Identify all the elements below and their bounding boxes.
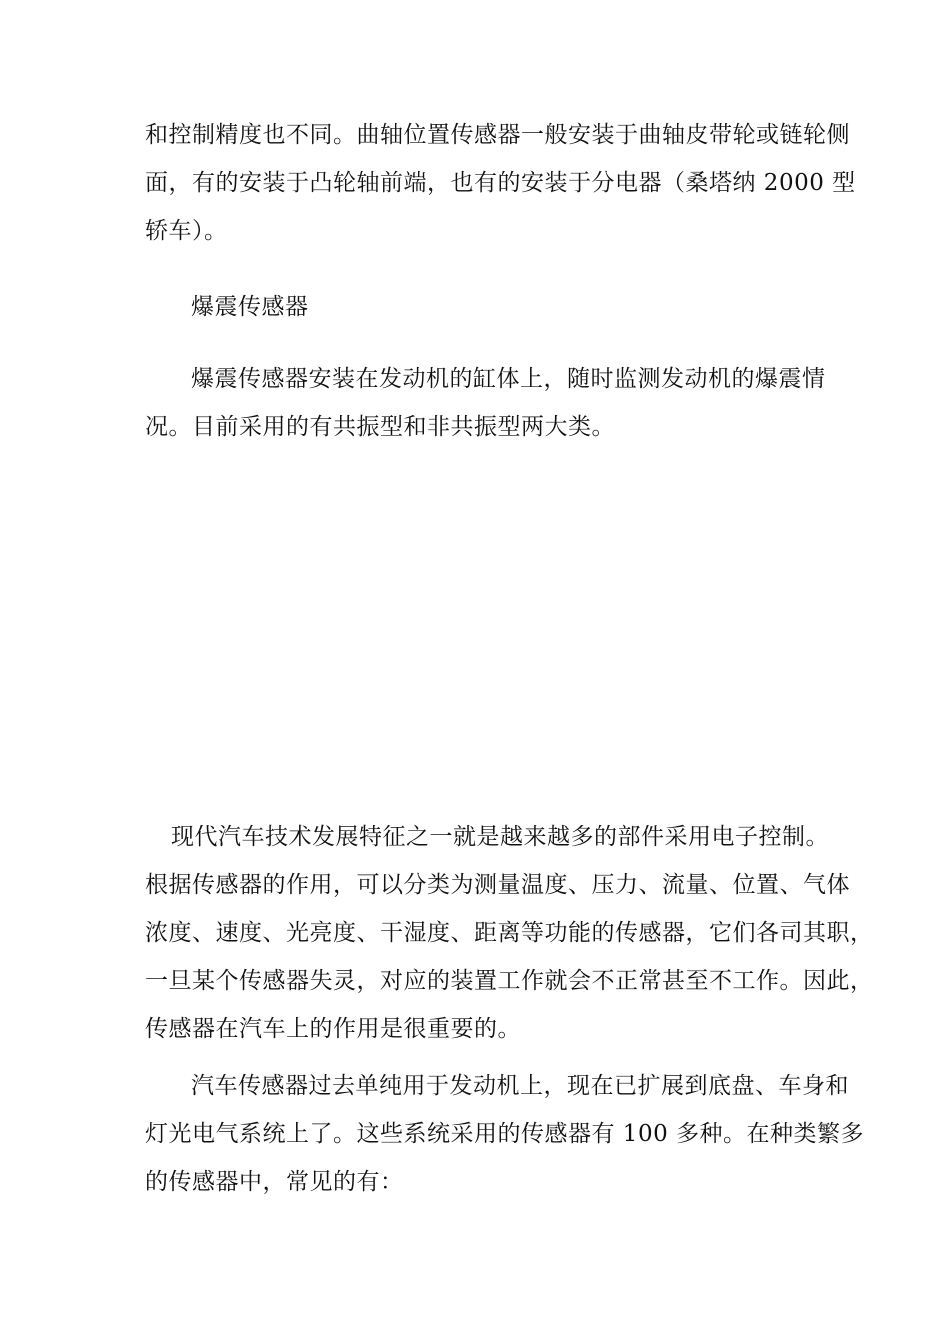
paragraph-knock-sensor: [145, 355, 826, 451]
paragraph-modern-automotive: [145, 813, 874, 1053]
text-line: 浓度、速度、光亮度、干湿度、距离等功能的传感器，它们各司其职，: [145, 920, 874, 946]
text-line: 和控制精度也不同。曲轴位置传感器一般安装于曲轴皮带轮或链轮侧: [145, 122, 850, 148]
text-line: 汽车传感器过去单纯用于发动机上，现在已扩展到底盘、车身和: [191, 1073, 849, 1099]
text-line: 一旦某个传感器失灵，对应的装置工作就会不正常甚至不工作。因此，: [145, 968, 874, 994]
text-line: 灯光电气系统上了。这些系统采用的传感器有 100 多种。在种类繁多: [145, 1121, 865, 1147]
text-line: 爆震传感器安装在发动机的缸体上，随时监测发动机的爆震情: [191, 366, 826, 392]
text-line: 面，有的安装于凸轮轴前端，也有的安装于分电器（桑塔纳 2000 型: [145, 170, 856, 196]
text-line: 现代汽车技术发展特征之一就是越来越多的部件采用电子控制。: [171, 824, 829, 850]
section-heading: [145, 283, 810, 331]
text-line: 传感器在汽车上的作用是很重要的。: [145, 1016, 521, 1042]
heading-knock-sensor: 爆震传感器: [191, 294, 309, 320]
text-line: 轿车）。: [145, 218, 228, 244]
paragraph-crank-sensor-mounting: [145, 111, 856, 255]
text-line: 况。目前采用的有共振型和非共振型两大类。: [145, 414, 615, 440]
text-line: 的传感器中，常见的有：: [145, 1169, 404, 1195]
text-line: 根据传感器的作用，可以分类为测量温度、压力、流量、位置、气体: [145, 872, 850, 898]
paragraph-sensor-expansion: [145, 1062, 865, 1206]
